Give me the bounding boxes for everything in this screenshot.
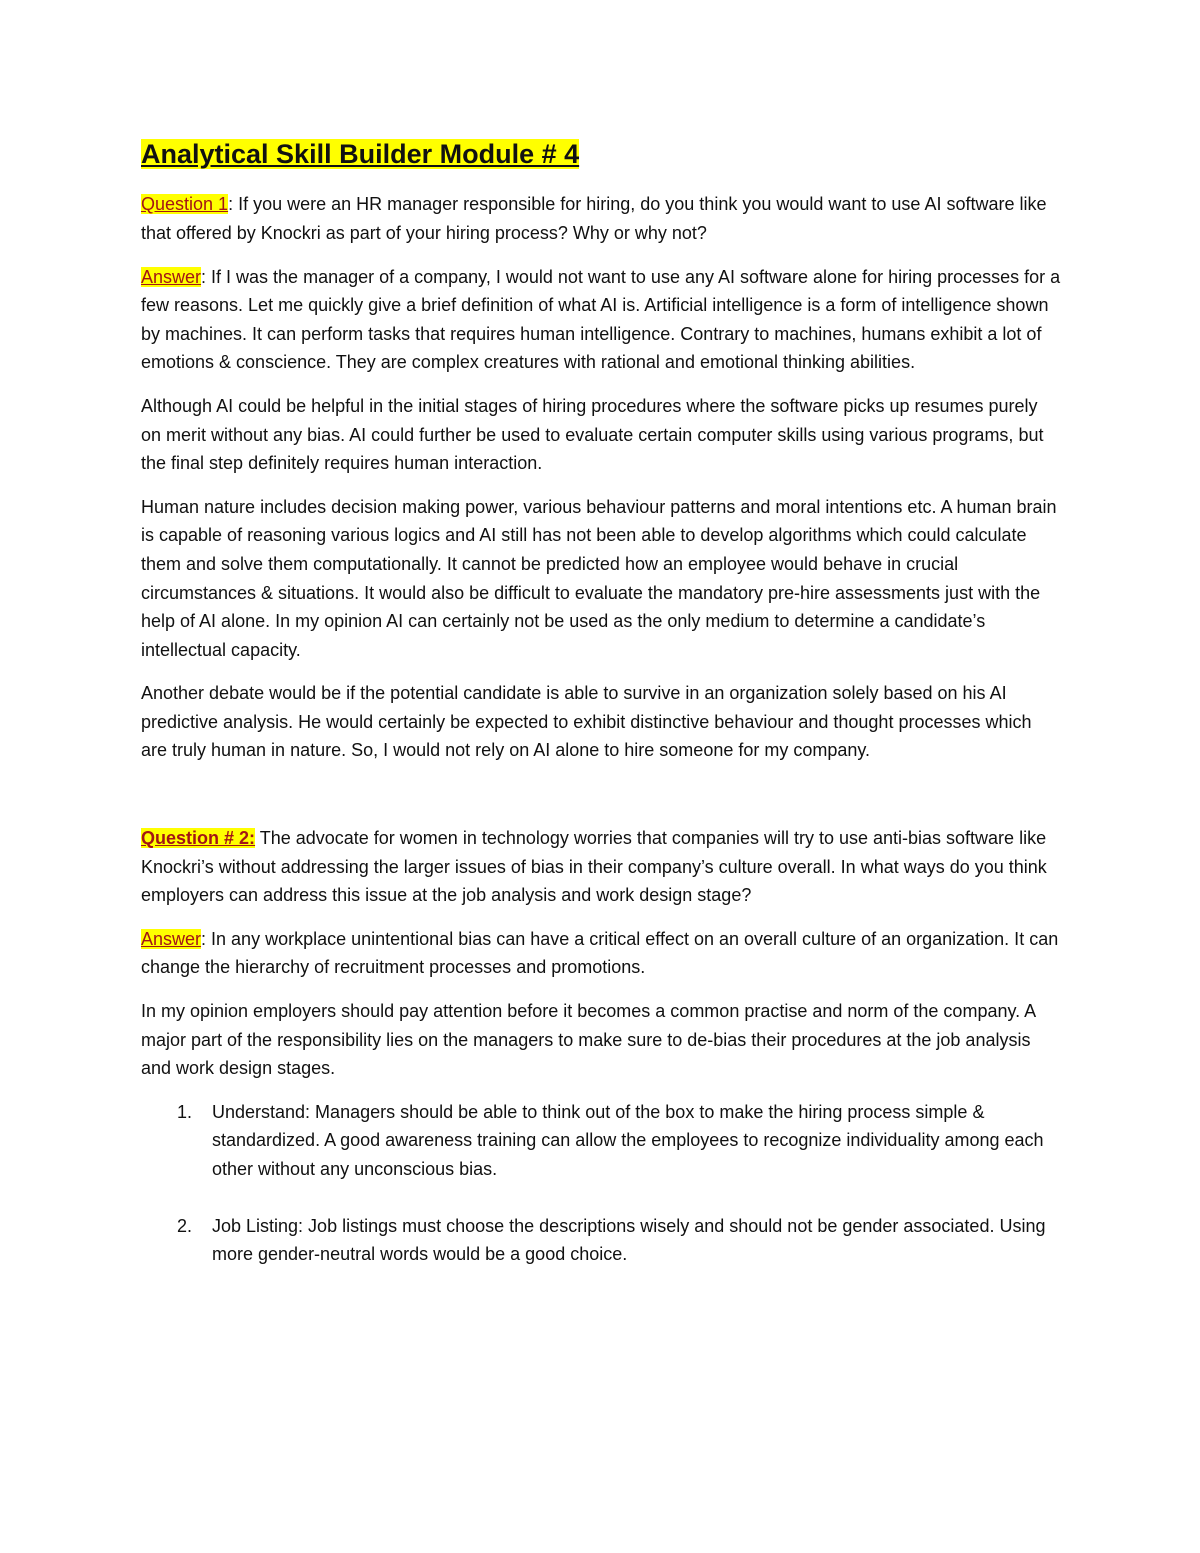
question-2-text: The advocate for women in technology worries that companies will try to use anti-bias software like Knockri’s without addressing the larger issues of bias in their company’s culture overall. In what ways do you think employers can address this issue at the job analysis and work design stage?: [141, 828, 1047, 906]
question-1-label: Question 1: [141, 194, 229, 215]
question-1: [141, 190, 1061, 247]
document-title: [141, 138, 1061, 170]
list-item: [141, 1212, 1061, 1269]
list-item-text: Job Listing: Job listings must choose the descriptions wisely and should not be gender associated. Using more gender-neutral words would be a good choice.: [212, 1215, 1046, 1265]
answer-2: [141, 925, 1061, 982]
list-item: [141, 1098, 1061, 1184]
document-title-text: Analytical Skill Builder Module # 4: [141, 139, 580, 169]
list-item-text: Understand: Managers should be able to think out of the box to make the hiring process simple & standardized. A good awareness training can allow the employees to recognize individuality among each other without any unconscious bias.: [212, 1101, 1044, 1180]
question-2: [141, 824, 1061, 910]
answer-2-paragraph: In my opinion employers should pay attention before it becomes a common practise and norm of the company. A major part of the responsibility lies on the managers to make sure to de-bias their procedures at the job analysis and work design stages.: [141, 1001, 1036, 1079]
answer-1-label: Answer: [141, 266, 202, 287]
answer-1: [141, 263, 1061, 377]
document-page: [141, 138, 1061, 1297]
list-item-number: 2.: [177, 1215, 193, 1236]
answer-1-paragraph: Another debate would be if the potential candidate is able to survive in an organization solely based on his AI predictive analysis. He would certainly be expected to exhibit distinctive behaviour and thought processes which are truly human in nature. So, I would not rely on AI alone to hire someone for my company.: [141, 683, 1032, 761]
question-2-label: Question # 2:: [141, 828, 256, 849]
answer-2-label: Answer: [141, 928, 202, 949]
answer-1-paragraph: Although AI could be helpful in the initial stages of hiring procedures where the software picks up resumes purely on merit without any bias. AI could further be used to evaluate certain computer skills using various programs, but the final step definitely requires human interaction.: [141, 395, 1044, 474]
numbered-list: [141, 1098, 1061, 1269]
answer-2-text: : In any workplace unintentional bias can have a critical effect on an overall culture of an organization. It can change the hierarchy of recruitment processes and promotions.: [141, 928, 1059, 978]
section-spacer: [141, 780, 1061, 824]
list-item-number: 1.: [177, 1101, 193, 1122]
answer-1-text: : If I was the manager of a company, I would not want to use any AI software alone for hiring processes for a few reasons. Let me quickly give a brief definition of what AI is. Artificial intelligence is a form of intelligence shown by machines. It can perform tasks that requires human intelligence. Contrary to machines, humans exhibit a lot of emotions & conscience. They are complex creatures with rational and emotional thinking abilities.: [141, 266, 1061, 373]
question-1-text: : If you were an HR manager responsible for hiring, do you think you would want to use AI software like that offered by Knockri as part of your hiring process? Why or why not?: [141, 194, 1047, 243]
answer-1-paragraph: Human nature includes decision making power, various behaviour patterns and moral intentions etc. A human brain is capable of reasoning various logics and AI still has not been able to develop algorithms which could calculate them and solve them computationally. It cannot be predicted how an employee would behave in crucial circumstances & situations. It would also be difficult to evaluate the mandatory pre-hire assessments just with the help of AI alone. In my opinion AI can certainly not be used as the only medium to determine a candidate’s intellectual capacity.: [141, 496, 1057, 660]
